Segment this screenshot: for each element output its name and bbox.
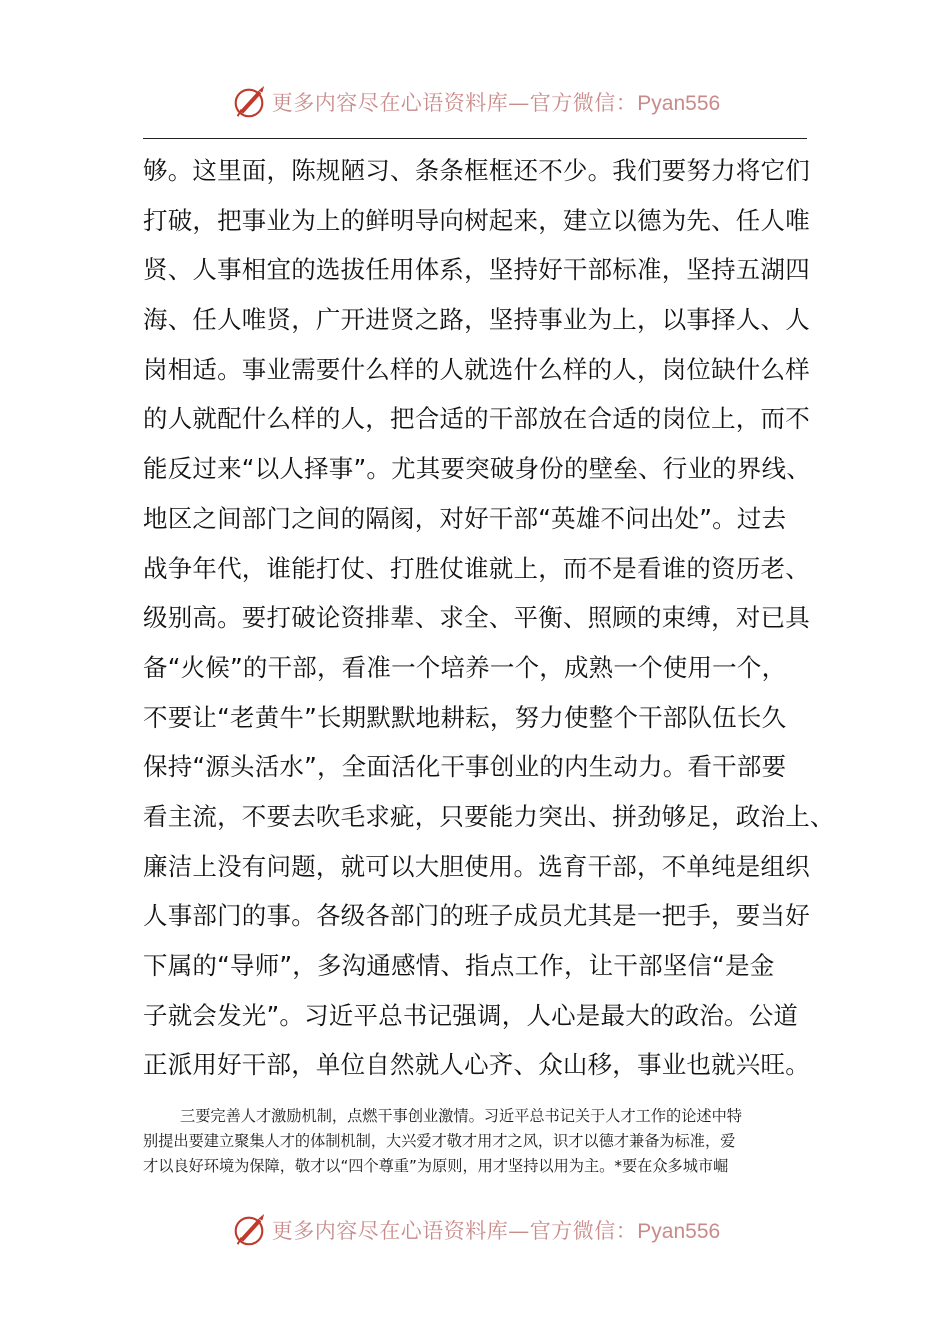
paragraph-line: 海、任人唯贤，广开进贤之路，坚持事业为上，以事择人、人 [143,305,810,335]
paragraph-line: 打破，把事业为上的鲜明导向树起来，建立以德为先、任人唯 [143,205,810,235]
header-wechat-id: Pyan556 [637,92,721,115]
paragraph-line: 廉洁上没有问题，就可以大胆使用。选育干部，不单纯是组织 [143,851,810,881]
paragraph-line: 人事部门的事。各级各部门的班子成员尤其是一把手，要当好 [143,901,810,931]
header-banner [0,80,950,124]
paragraph-line: 备“火候”的干部，看准一个培养一个，成熟一个使用一个， [143,652,787,682]
paragraph-line: 下属的“导师”，多沟通感情、指点工作，让干部坚信“是金 [143,951,775,980]
footer-banner [0,1208,950,1252]
paragraph-line: 子就会发光”。习近平总书记强调，人心是最大的政治。公道 [143,1000,799,1030]
header-divider [143,138,807,139]
small-paragraph-line: 三要完善人才激励机制，点燃干事创业激情。习近平总书记关于人才工作的论述中特 [180,1107,742,1125]
quill-pen-logo-icon [230,83,268,121]
paragraph-line: 级别高。要打破论资排辈、求全、平衡、照顾的束缚，对已具 [143,603,810,633]
paragraph-line: 战争年代，谁能打仗、打胜仗谁就上，而不是看谁的资历老、 [143,553,810,583]
footer-banner-slogan: 更多内容尽在心语资料库—官方微信： [271,1219,638,1243]
small-paragraph-line: 别提出要建立聚集人才的体制机制，大兴爱才敬才用才之风，识才以德才兼备为标准，爱 [143,1132,736,1150]
footer-banner-text [272,1215,720,1245]
main-paragraph [143,151,833,1095]
paragraph-line: 够。这里面，陈规陋习、条条框框还不少。我们要努力将它们 [143,156,810,185]
paragraph-line: 贤、人事相宜的选拔任用体系，坚持好干部标准，坚持五湖四 [143,255,810,285]
footer-wechat-id: Pyan556 [637,1220,721,1243]
header-banner-text [272,87,720,117]
paragraph-line: 岗相适。事业需要什么样的人就选什么样的人，岗位缺什么样 [143,354,810,384]
small-paragraph-line: 才以良好环境为保障，敬才以“四个尊重”为原则，用才坚持以用为主。*要在众多城市崛 [143,1157,729,1175]
paragraph-line: 正派用好干部，单位自然就人心齐、众山移，事业也就兴旺。 [143,1050,810,1080]
paragraph-line: 地区之间部门之间的隔阂，对好干部“英雄不问出处”。过去 [143,503,787,533]
paragraph-line: 的人就配什么样的人，把合适的干部放在合适的岗位上，而不 [143,404,810,434]
header-banner-slogan: 更多内容尽在心语资料库—官方微信： [271,91,638,115]
paragraph-line: 能反过来“以人择事”。尤其要突破身份的壁垒、行业的界线、 [143,454,811,484]
quill-pen-logo-icon [230,1211,268,1249]
paragraph-line: 看主流，不要去吹毛求疵，只要能力突出、拼劲够足，政治上、 [143,801,835,831]
paragraph-line: 保持“源头活水”，全面活化干事创业的内生动力。看干部要 [143,752,787,782]
small-paragraph [143,1104,813,1179]
paragraph-line: 不要让“老黄牛”长期默默地耕耘，努力使整个干部队伍长久 [143,702,787,732]
